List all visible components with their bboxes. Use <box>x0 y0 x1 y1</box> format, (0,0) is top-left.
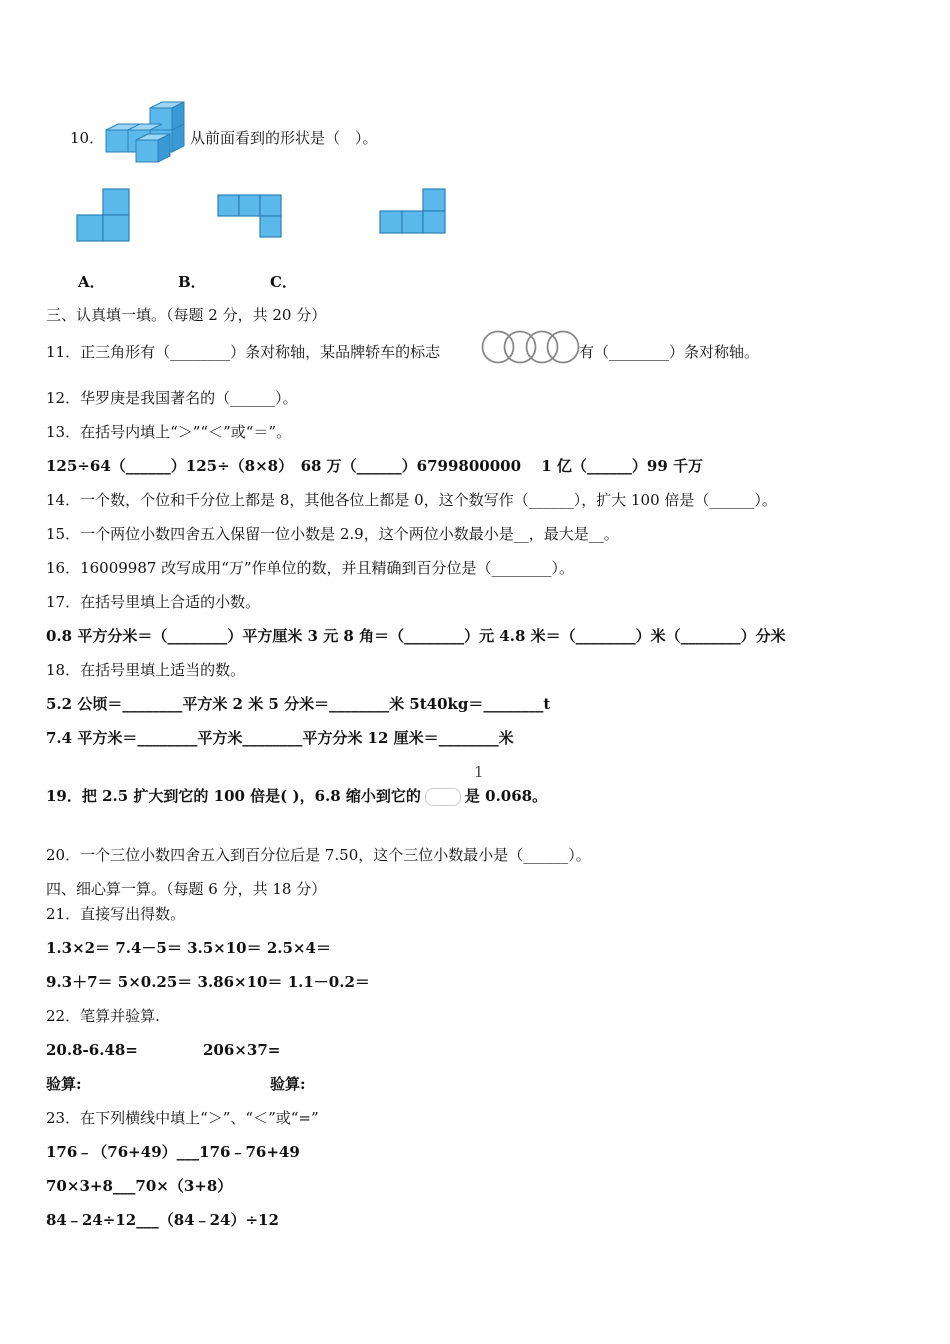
q23-row1: 176﹣（76+49）___176﹣76+49 <box>46 1143 300 1161</box>
q16-text: 16．16009987 改写成用“万”作单位的数，并且精确到百分位是（________）。 <box>46 559 575 577</box>
q18-row2: 7.4 平方米＝________平方米________平方分米 12 厘米＝________米 <box>46 729 514 747</box>
cube-stack-figure <box>100 98 188 164</box>
q22-expr2: 206×37= <box>203 1041 281 1059</box>
option-b-shape <box>217 194 283 240</box>
q22-text: 22．笔算并验算. <box>46 1007 160 1025</box>
section-4-title: 四、细心算一算。（每题 6 分，共 18 分） <box>46 880 327 898</box>
q17-items: 0.8 平方分米＝（________）平方厘米 3 元 8 角＝（________）元 4.8 米＝（________）米（________）分米 <box>46 627 786 645</box>
q23-row3: 84﹣24÷12___（84﹣24）÷12 <box>46 1211 279 1229</box>
q11-text-a: 11．正三角形有（________）条对称轴，某品牌轿车的标志 <box>46 343 441 361</box>
q18-text: 18．在括号里填上适当的数。 <box>46 661 246 679</box>
q23-row2: 70×3+8___70×（3+8） <box>46 1177 233 1195</box>
car-logo-rings-icon <box>480 330 580 364</box>
option-c-label: C． <box>270 273 297 291</box>
q11-text-b: 有（________）条对称轴。 <box>579 343 760 361</box>
q19-fraction-denominator-blank[interactable] <box>425 788 461 806</box>
option-b-label: B． <box>178 273 206 291</box>
option-a-shape <box>76 188 132 244</box>
section-3-title: 三、认真填一填。（每题 2 分，共 20 分） <box>46 306 327 324</box>
q19-text-a: 19．把 2.5 扩大到它的 100 倍是( )，6.8 缩小到它的 <box>46 787 421 805</box>
option-c-shape <box>379 188 449 236</box>
q19-fraction-numerator: 1 <box>474 763 484 781</box>
q21-row2: 9.3＋7＝ 5×0.25＝ 3.86×10＝ 1.1－0.2＝ <box>46 973 370 991</box>
q22-check2: 验算: <box>270 1075 306 1093</box>
q23-text: 23．在下列横线中填上“＞”、“＜”或“=” <box>46 1109 319 1127</box>
q22-check1: 验算: <box>46 1075 82 1093</box>
q17-text: 17．在括号里填上合适的小数。 <box>46 593 261 611</box>
q13-items: 125÷64（______）125÷（8×8） 68 万（______）6799800000 1 亿（______）99 千万 <box>46 457 704 475</box>
q20-text: 20．一个三位小数四舍五入到百分位后是 7.50，这个三位小数最小是（______）。 <box>46 846 591 864</box>
q14-text: 14．一个数，个位和千分位上都是 8，其他各位上都是 0，这个数写作（______），扩大 100 倍是（______）。 <box>46 491 777 509</box>
q21-row1: 1.3×2＝ 7.4－5＝ 3.5×10＝ 2.5×4＝ <box>46 939 331 957</box>
q21-text: 21．直接写出得数。 <box>46 905 186 923</box>
q10-number: 10． <box>70 129 105 147</box>
q13-text: 13．在括号内填上“＞”“＜”或“＝”。 <box>46 423 292 441</box>
q15-text: 15．一个两位小数四舍五入保留一位小数是 2.9，这个两位小数最小是__，最大是__。 <box>46 525 619 543</box>
option-a-label: A． <box>78 273 105 291</box>
q19-line <box>46 786 547 806</box>
q10-question: 从前面看到的形状是（ ）。 <box>190 129 378 147</box>
q12-text: 12．华罗庚是我国著名的（______）。 <box>46 389 298 407</box>
q18-row1: 5.2 公顷＝________平方米 2 米 5 分米＝________米 5t40kg＝________t <box>46 695 551 713</box>
q22-expr1: 20.8-6.48= <box>46 1041 138 1059</box>
q19-text-b: 是 0.068。 <box>464 787 548 805</box>
